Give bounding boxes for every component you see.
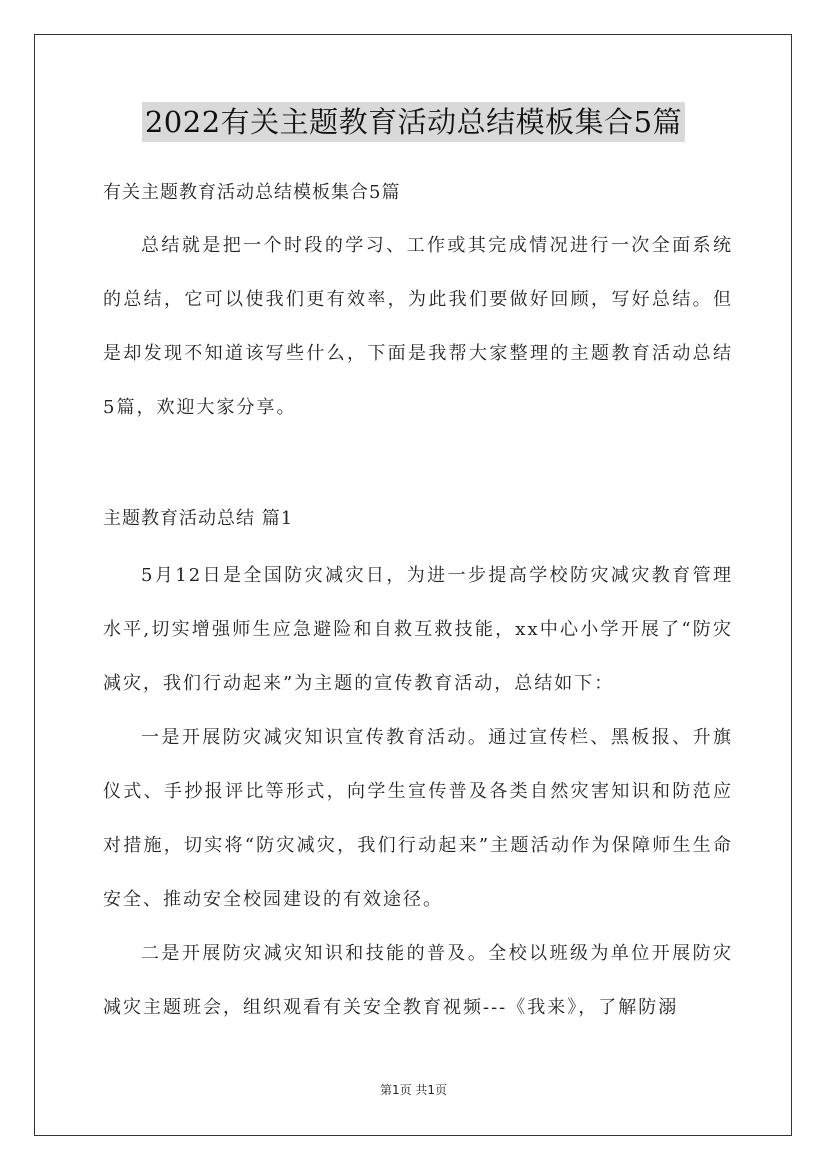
body-paragraph-3: 二是开展防灾减灾知识和技能的普及。全校以班级为单位开展防灾减灾主题班会，组织观看有关安全教育视频---《我来》，了解防溺 [103,943,733,1018]
document-subtitle: 有关主题教育活动总结模板集合5篇 [103,182,401,203]
body-paragraph-2: 一是开展防灾减灾知识宣传教育活动。通过宣传栏、黑板报、升旗仪式、手抄报评比等形式，向学生宣传普及各类自然灾害知识和防范应对措施，切实将“防灾减灾，我们行动起来”主题活动作为保障师生生命安全、推动安全校园建设的有效途径。 [103,727,733,910]
document-title: 2022有关主题教育活动总结模板集合5篇 [142,102,685,142]
body-paragraph-1: 5月12日是全国防灾减灾日，为进一步提高学校防灾减灾教育管理水平,切实增强师生应急避险和自救互救技能，xx中心小学开展了“防灾减灾，我们行动起来”为主题的宣传教育活动，总结如下： [103,565,733,694]
section-heading: 主题教育活动总结 篇1 [103,508,294,529]
title-container [0,102,827,142]
page-footer: 第1页 共1页 [379,1083,448,1097]
intro-paragraph: 总结就是把一个时段的学习、工作或其完成情况进行一次全面系统的总结，它可以使我们更有效率，为此我们要做好回顾，写好总结。但是却发现不知道该写些什么，下面是我帮大家整理的主题教育活动总结5篇，欢迎大家分享。 [103,235,733,418]
